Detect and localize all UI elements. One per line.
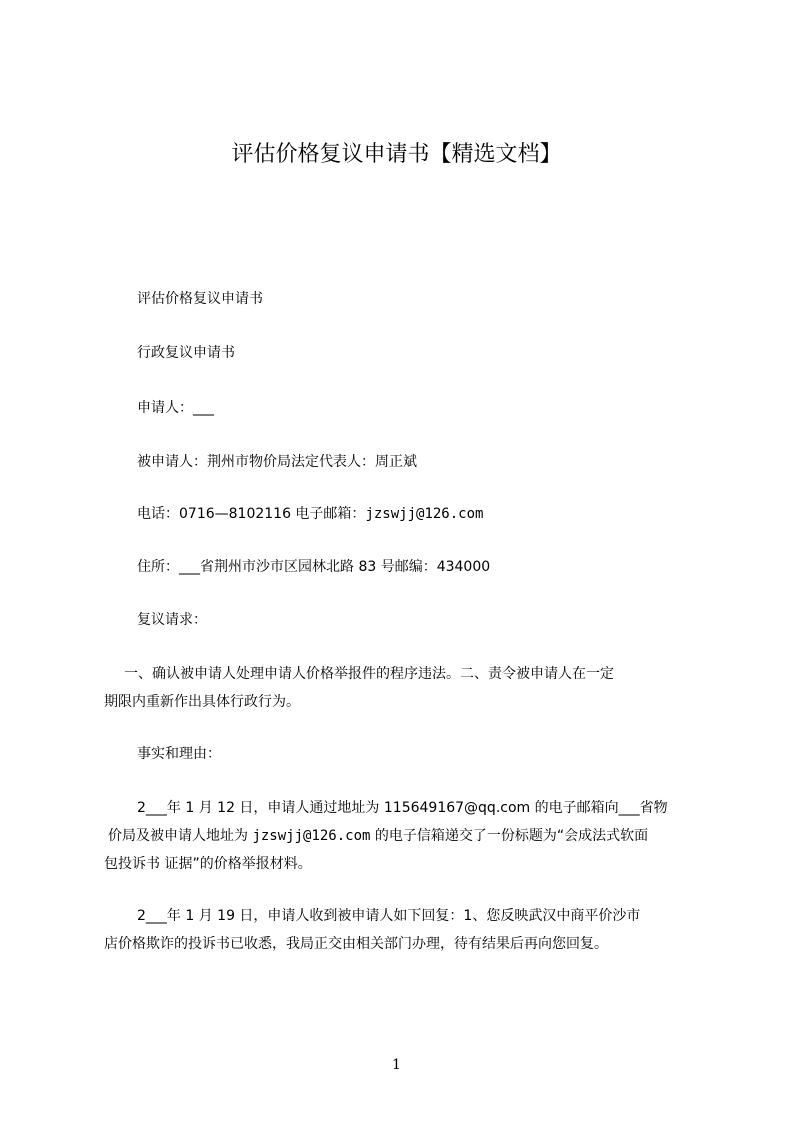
page-number: 1 [392, 1057, 401, 1073]
fact-paragraph-1 [104, 794, 700, 878]
phone-label: 电话：0716—8102116 电子邮箱： [137, 506, 366, 522]
fact1-line-3: 包投诉书 证据”的价格举报材料。 [104, 856, 312, 872]
fact1-line-2-prefix: 价局及被申请人地址为 [108, 828, 253, 844]
fact-paragraph-2 [104, 902, 700, 958]
fact1-line-2-suffix: 的电子信箱递交了一份标题为“会成法式软面 [370, 828, 649, 844]
request-line-2: 期限内重新作出具体行政行为。 [104, 694, 300, 710]
request-line-1: 一、确认被申请人处理申请人价格举报件的程序违法。二、责令被申请人在一定 [124, 666, 614, 682]
document-title: 评估价格复议申请书【精选文档】 [231, 142, 562, 167]
document-heading: 评估价格复议申请书 [137, 291, 263, 307]
fact1-email: jzswjj@126.com [252, 828, 371, 844]
email-address: jzswjj@126.com [365, 506, 484, 522]
fact1-line-1: 2___年 1 月 12 日，申请人通过地址为 115649167@qq.com 的电子邮箱向___省物 [137, 800, 668, 816]
fact1-line-2 [104, 822, 700, 850]
contact-line [104, 500, 733, 528]
request-label: 复议请求： [137, 612, 207, 628]
applicant-line: 申请人：___ [137, 400, 214, 416]
fact2-line-1: 2___年 1 月 19 日，申请人收到被申请人如下回复：1、您反映武汉中商平价沙市 [137, 908, 641, 924]
request-paragraph [104, 660, 700, 716]
facts-label: 事实和理由： [137, 746, 221, 762]
fact2-line-2: 店价格欺诈的投诉书已收悉，我局正交由相关部门办理，待有结果后再向您回复。 [104, 936, 608, 952]
address-line: 住所：___省荆州市沙市区园林北路 83 号邮编：434000 [137, 559, 491, 575]
respondent-line: 被申请人：荆州市物价局法定代表人：周正斌 [137, 454, 417, 470]
document-subheading: 行政复议申请书 [137, 345, 235, 361]
